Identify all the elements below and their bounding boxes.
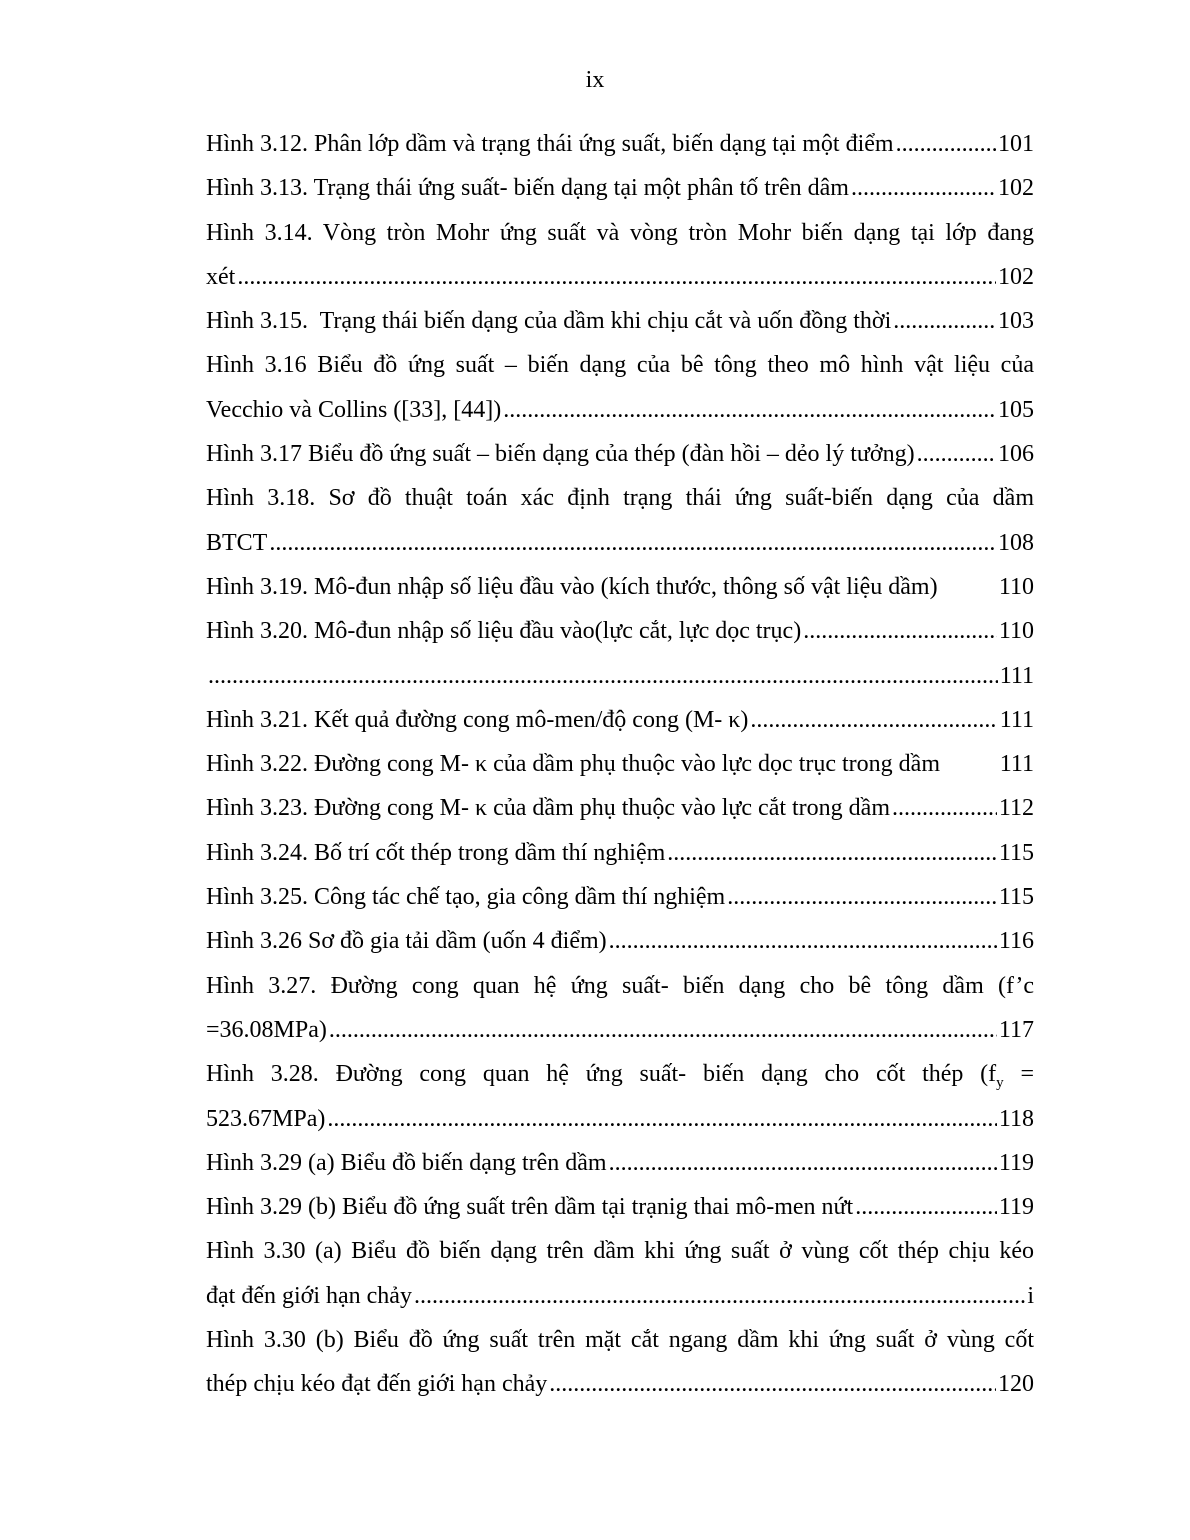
- entry-page: 119: [998, 1149, 1034, 1176]
- entry-title-first-line[interactable]: Hình 3.14. Vòng tròn Mohr ứng suất và vòng tròn Mohr biến dạng tại lớp đang: [206, 219, 1034, 246]
- toc-entry[interactable]: [206, 742, 1034, 786]
- entry-title-part: Hình 3.28. Đường cong quan hệ ứng suất- biến dạng cho cốt thép (f: [206, 1061, 997, 1088]
- toc-entry[interactable]: [206, 875, 1034, 919]
- entry-title-first-line[interactable]: Hình 3.27. Đường cong quan hệ ứng suất- biến dạng cho bê tông dầm (f’c: [206, 972, 1034, 999]
- entry-page: 103: [998, 308, 1034, 335]
- entry-title: 523.67MPa): [206, 1105, 326, 1132]
- toc-entry[interactable]: [206, 1362, 1034, 1406]
- toc-entry[interactable]: [206, 299, 1034, 343]
- toc-entry[interactable]: [206, 831, 1034, 875]
- entry-title: =36.08MPa): [206, 1016, 327, 1043]
- entry-page: 116: [998, 928, 1034, 955]
- dot-leader: [549, 1362, 996, 1406]
- toc-entry[interactable]: [206, 654, 1034, 698]
- dot-leader: [727, 875, 997, 919]
- dot-leader: [327, 1097, 997, 1141]
- dot-leader: [917, 432, 996, 476]
- toc-entry[interactable]: [206, 786, 1034, 830]
- page-number: ix: [585, 67, 605, 93]
- dot-leader: [855, 1185, 997, 1229]
- entry-title: Hình 3.26 Sơ đồ gia tải dầm (uốn 4 điểm): [206, 928, 607, 955]
- entry-page: 119: [998, 1194, 1034, 1221]
- dot-leader: [750, 698, 997, 742]
- entry-page: 108: [998, 529, 1034, 556]
- entry-title: Hình 3.20. Mô-đun nhập số liệu đầu vào(lực cắt, lực dọc trục): [206, 618, 802, 645]
- entry-title-first-line[interactable]: Hình 3.16 Biểu đồ ứng suất – biến dạng của bê tông theo mô hình vật liệu của: [206, 352, 1034, 379]
- entry-page: 101: [998, 131, 1034, 157]
- dot-leader: [503, 388, 996, 432]
- entry-title-first-line[interactable]: Hình 3.30 (b) Biểu đồ ứng suất trên mặt cắt ngang dầm khi ứng suất ở vùng cốt: [206, 1327, 1034, 1354]
- dot-leader: [851, 166, 996, 210]
- entry-page: 102: [998, 175, 1034, 202]
- entry-title: xét: [206, 263, 236, 290]
- entry-title: Hình 3.23. Đường cong M- κ của dầm phụ thuộc vào lực cắt trong dầm: [206, 795, 890, 822]
- toc-entry[interactable]: [206, 1185, 1034, 1229]
- toc-entry[interactable]: [206, 565, 1034, 609]
- dot-leader: [892, 786, 997, 830]
- toc-entry[interactable]: [206, 1097, 1034, 1141]
- entry-title: Hình 3.19. Mô-đun nhập số liệu đầu vào (kích thước, thông số vật liệu dầm): [206, 573, 938, 600]
- toc-entry[interactable]: [206, 388, 1034, 432]
- entry-title: Hình 3.24. Bố trí cốt thép trong dầm thí nghiệm: [206, 839, 666, 866]
- entry-title: Hình 3.25. Công tác chế tạo, gia công dầm thí nghiệm: [206, 884, 726, 911]
- dot-leader: [269, 521, 996, 565]
- entry-page: 105: [998, 396, 1034, 423]
- entry-page: 120: [998, 1371, 1034, 1398]
- entry-page: 106: [998, 441, 1034, 468]
- toc-entry[interactable]: [206, 1141, 1034, 1185]
- entry-title-part: =: [1003, 1061, 1034, 1088]
- entry-title: Hình 3.21. Kết quả đường cong mô-men/độ cong (M- κ): [206, 706, 749, 733]
- entry-page: 115: [998, 839, 1034, 866]
- dot-leader: [609, 919, 997, 963]
- dot-leader: [237, 255, 996, 299]
- toc-entry[interactable]: [206, 166, 1034, 210]
- entry-title: Hình 3.15. Trạng thái biến dạng của dầm khi chịu cắt và uốn đồng thời: [206, 308, 892, 335]
- entry-page: 111: [999, 706, 1034, 733]
- dot-leader: [414, 1274, 1025, 1318]
- dot-leader: [893, 299, 996, 343]
- toc-entry[interactable]: [206, 609, 1034, 653]
- entry-page: i: [1027, 1282, 1034, 1309]
- entry-title: Hình 3.13. Trạng thái ứng suất- biến dạng tại một phân tố trên dâm: [206, 175, 849, 202]
- toc-entry[interactable]: [206, 1274, 1034, 1318]
- toc-entry[interactable]: [206, 432, 1034, 476]
- entry-title: BTCT: [206, 529, 268, 556]
- entry-title: thép chịu kéo đạt đến giới hạn chảy: [206, 1371, 548, 1398]
- entry-title-first-line[interactable]: Hình 3.18. Sơ đồ thuật toán xác định trạng thái ứng suất-biến dạng của dầm: [206, 485, 1034, 512]
- dot-leader: [803, 609, 997, 653]
- toc-entry[interactable]: [206, 698, 1034, 742]
- dot-leader: [896, 122, 996, 166]
- entry-title: Hình 3.22. Đường cong M- κ của dầm phụ thuộc vào lực dọc trục trong dầm: [206, 751, 940, 778]
- dot-leader: [208, 654, 998, 698]
- dot-leader: [667, 831, 997, 875]
- entry-title: Hình 3.29 (a) Biểu đồ biến dạng trên dầm: [206, 1149, 607, 1176]
- entry-title-first-line[interactable]: [206, 1052, 1034, 1096]
- entry-page: 102: [998, 263, 1034, 290]
- entry-page: 115: [998, 884, 1034, 911]
- entry-title: đạt đến giới hạn chảy: [206, 1282, 412, 1309]
- entry-page: 117: [998, 1016, 1034, 1043]
- entry-page: 112: [998, 795, 1034, 822]
- toc-entry[interactable]: [206, 919, 1034, 963]
- entry-page: 111: [999, 662, 1034, 689]
- toc-entry[interactable]: [206, 122, 1034, 166]
- entry-title: Vecchio và Collins ([33], [44]): [206, 396, 502, 423]
- dot-leader: [329, 1008, 997, 1052]
- list-of-figures: [206, 122, 1034, 1407]
- entry-title-first-line[interactable]: Hình 3.30 (a) Biểu đồ biến dạng trên dầm khi ứng suất ở vùng cốt thép chịu kéo: [206, 1238, 1034, 1265]
- entry-title: Hình 3.12. Phân lớp dầm và trạng thái ứng suất, biến dạng tại một điểm: [206, 131, 894, 157]
- toc-entry[interactable]: [206, 1008, 1034, 1052]
- dot-leader: [609, 1141, 997, 1185]
- entry-title: Hình 3.29 (b) Biểu đồ ứng suất trên dầm tại trạnig thai mô-men nứt: [206, 1194, 854, 1221]
- subscript-y: y: [996, 1075, 1004, 1092]
- entry-page: 111: [999, 751, 1034, 778]
- toc-entry[interactable]: [206, 255, 1034, 299]
- entry-title: Hình 3.17 Biểu đồ ứng suất – biến dạng của thép (đàn hồi – dẻo lý tưởng): [206, 441, 915, 468]
- entry-page: 110: [998, 618, 1034, 645]
- entry-page: 110: [998, 573, 1034, 600]
- entry-page: 118: [998, 1105, 1034, 1132]
- toc-entry[interactable]: [206, 521, 1034, 565]
